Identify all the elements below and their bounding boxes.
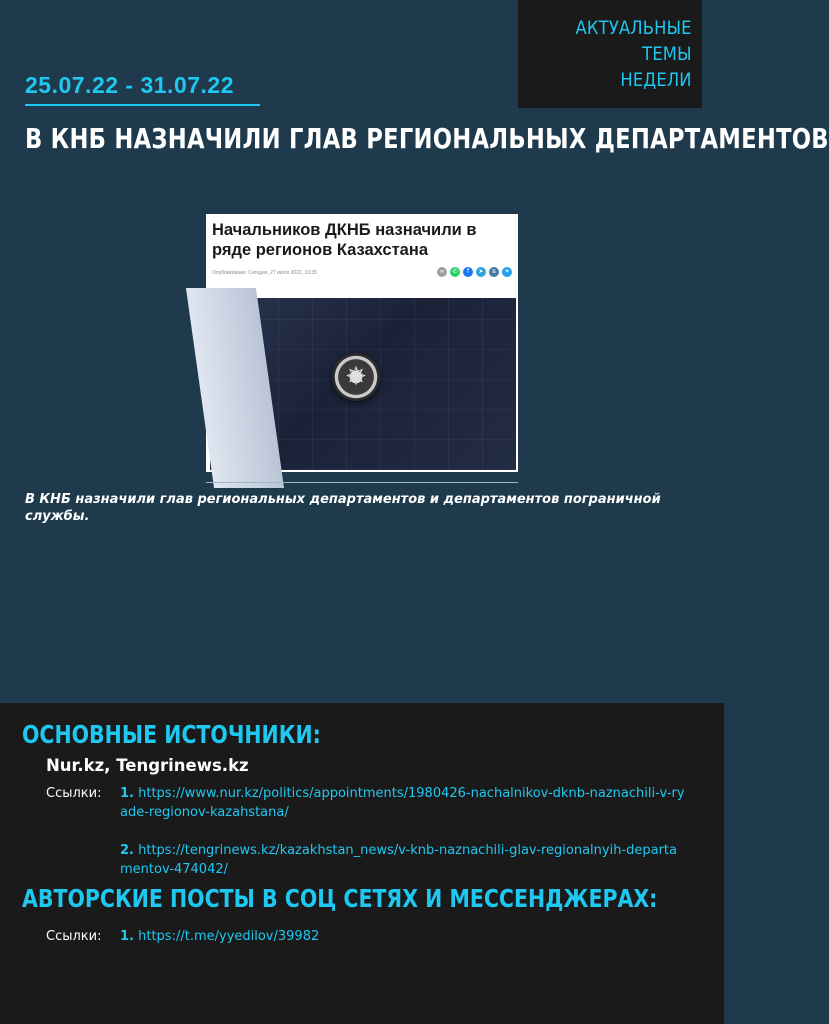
article-title: Начальников ДКНБ назначили в ряде регионов Казахстана — [212, 221, 477, 259]
links-label: Ссылки: — [46, 929, 102, 944]
links-label: Ссылки: — [46, 786, 102, 801]
facebook-icon: f — [463, 267, 473, 277]
author-posts-title: АВТОРСКИЕ ПОСТЫ В СОЦ СЕТЯХ И МЕССЕНДЖЕРАХ: — [22, 884, 658, 913]
source-link-1[interactable]: 1. https://www.nur.kz/politics/appointments/1980426-nachalnikov-dknb-naznachili-v-ryade-regionov-kazahstana/ — [120, 786, 685, 820]
article-meta: Опубликовано: Сегодня, 27 июля 2022, 13:35 — [212, 270, 317, 276]
source-link-2[interactable]: 2. https://tengrinews.kz/kazakhstan_news/v-knb-naznachili-glav-regionalnyih-departamentov-474042/ — [120, 843, 677, 877]
caption-divider — [206, 482, 518, 483]
share-icons — [437, 267, 512, 277]
author-link-1[interactable]: 1. https://t.me/yyedilov/39982 — [120, 929, 320, 944]
twitter-icon: ✦ — [502, 267, 512, 277]
page-title: В КНБ НАЗНАЧИЛИ ГЛАВ РЕГИОНАЛЬНЫХ ДЕПАРТАМЕНТОВ — [25, 122, 829, 155]
date-range: 25.07.22 - 31.07.22 — [25, 72, 234, 98]
article-caption: В КНБ назначили глав региональных департаментов и департаментов пограничной службы. — [25, 492, 661, 524]
weekly-topics-badge — [518, 0, 702, 108]
date-underline — [25, 104, 260, 106]
badge-line-1: АКТУАЛЬНЫЕ ТЕМЫ — [575, 17, 692, 65]
badge-line-2: НЕДЕЛИ — [620, 69, 692, 91]
badge-pin-icon: ✵ — [332, 353, 380, 401]
main-sources-title: ОСНОВНЫЕ ИСТОЧНИКИ: — [22, 720, 321, 749]
article-screenshot — [206, 214, 518, 472]
telegram-icon: ➤ — [476, 267, 486, 277]
link-icon: ∞ — [437, 267, 447, 277]
vk-icon: в — [489, 267, 499, 277]
article-photo — [210, 298, 516, 470]
whatsapp-icon: ✆ — [450, 267, 460, 277]
source-names: Nur.kz, Tengrinews.kz — [46, 756, 249, 775]
